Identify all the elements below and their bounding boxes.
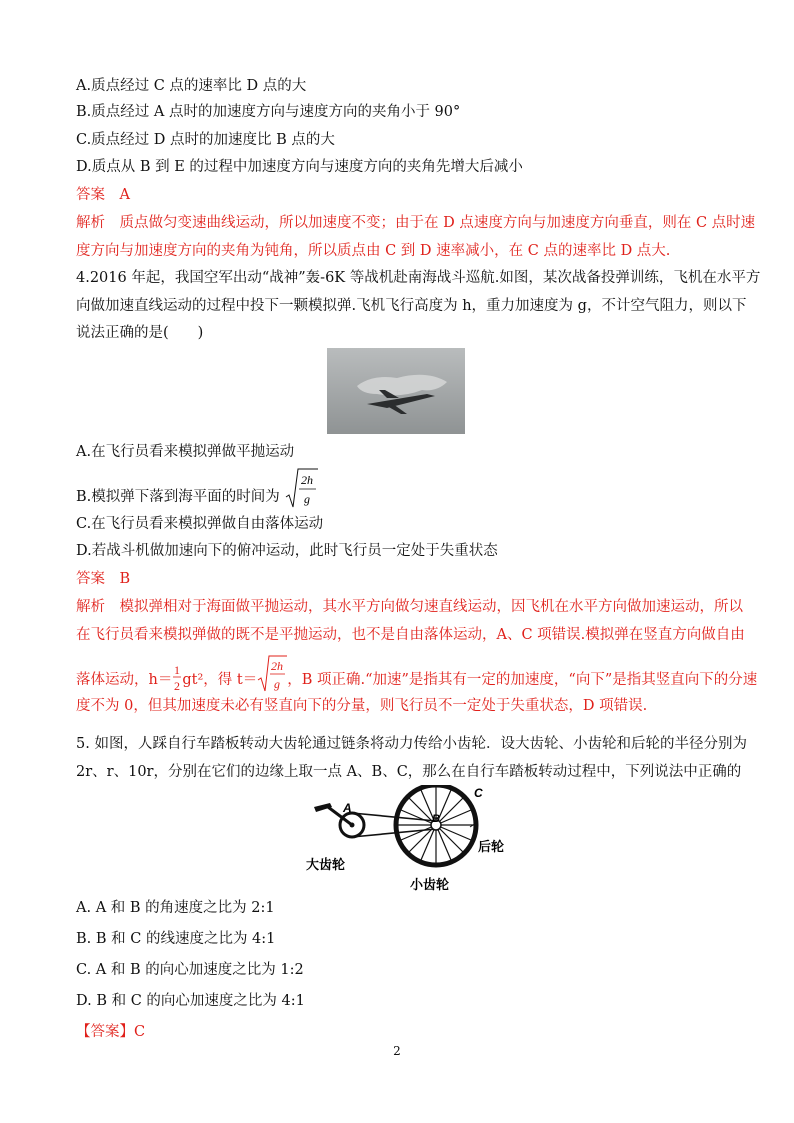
svg-text:A: A bbox=[343, 801, 352, 815]
svg-text:后轮: 后轮 bbox=[478, 839, 505, 854]
q4-expl3-part-b: gt²，得 t＝ bbox=[182, 672, 258, 688]
q4-answer: 答案 B bbox=[76, 571, 131, 587]
q5-stem-line1: 5. 如图，人踩自行车踏板转动大齿轮通过链条将动力传给小齿轮．设大齿轮、小齿轮和后轮的半径分别为 bbox=[76, 736, 747, 752]
svg-text:小齿轮: 小齿轮 bbox=[410, 877, 450, 892]
svg-text:2h: 2h bbox=[271, 659, 284, 673]
svg-text:大齿轮: 大齿轮 bbox=[306, 857, 346, 872]
svg-text:g: g bbox=[304, 492, 311, 506]
q3-option-d: D.质点从 B 到 E 的过程中加速度方向与速度方向的夹角先增大后减小 bbox=[76, 159, 523, 175]
q5-option-c: C. A 和 B 的向心加速度之比为 1:2 bbox=[76, 962, 304, 978]
bicycle-gear-diagram bbox=[306, 785, 510, 893]
svg-text:1: 1 bbox=[174, 663, 181, 677]
q4-stem-line1: 4.2016 年起，我国空军出动“战神”轰-6K 等战机赴南海战斗巡航.如图，某次战备投弹训练，飞机在水平方 bbox=[76, 270, 761, 286]
q4-explanation-line3 bbox=[76, 660, 757, 700]
sqrt-2h-over-g-expl bbox=[257, 654, 287, 694]
q5-option-a: A. A 和 B 的角速度之比为 2:1 bbox=[76, 900, 275, 916]
q4-stem-line2: 向做加速直线运动的过程中投下一颗模拟弹.飞机飞行高度为 h，重力加速度为 g，不计空气阻力，则以下 bbox=[76, 298, 747, 314]
q4-expl3-part-c: ，B 项正确.“加速”是指其有一定的加速度，“向下”是指其竖直向下的分速 bbox=[287, 672, 758, 688]
q5-stem-line2: 2r、r、10r，分别在它们的边缘上取一点 A、B、C，那么在自行车踏板转动过程中，下列说法中正确的 bbox=[76, 764, 742, 780]
q3-option-b: B.质点经过 A 点时的加速度方向与速度方向的夹角小于 90° bbox=[76, 104, 461, 120]
q4-option-a: A.在飞行员看来模拟弹做平抛运动 bbox=[76, 444, 295, 460]
q4-explanation-line1: 解析 模拟弹相对于海面做平抛运动，其水平方向做匀速直线运动，因飞机在水平方向做加速运动，所以 bbox=[76, 599, 743, 615]
sqrt-2h-over-g bbox=[284, 467, 318, 511]
q4-option-d: D.若战斗机做加速向下的俯冲运动，此时飞行员一定处于失重状态 bbox=[76, 543, 498, 559]
bomber-photo bbox=[327, 348, 465, 434]
q4-explanation-line4: 度不为 0，但其加速度未必有竖直向下的分量，则飞行员不一定处于失重状态，D 项错误. bbox=[76, 698, 648, 714]
q5-option-b: B. B 和 C 的线速度之比为 4:1 bbox=[76, 931, 276, 947]
svg-text:C: C bbox=[474, 786, 483, 800]
q4-option-b-text: B.模拟弹下落到海平面的时间为 bbox=[76, 489, 280, 505]
q3-explanation-line1: 解析 质点做匀变速曲线运动，所以加速度不变；由于在 D 点速度方向与加速度方向垂直，则在 C 点时速 bbox=[76, 215, 756, 231]
q4-expl3-part-a: 落体运动，h＝ bbox=[76, 672, 173, 688]
q3-option-a: A.质点经过 C 点的速率比 D 点的大 bbox=[76, 78, 307, 94]
q4-explanation-line2: 在飞行员看来模拟弹做的既不是平抛运动，也不是自由落体运动，A、C 项错误.模拟弹在竖直方向做自由 bbox=[76, 627, 745, 643]
q5-option-d: D. B 和 C 的向心加速度之比为 4:1 bbox=[76, 993, 305, 1009]
q3-explanation-line2: 度方向与加速度方向的夹角为钝角，所以质点由 C 到 D 速率减小，在 C 点的速率比 D 点大. bbox=[76, 243, 671, 259]
fraction-one-half bbox=[172, 662, 182, 694]
svg-text:2h: 2h bbox=[301, 473, 314, 487]
q4-stem-line3: 说法正确的是( ) bbox=[76, 325, 204, 341]
q5-answer: 【答案】C bbox=[76, 1024, 146, 1040]
svg-text:g: g bbox=[274, 677, 281, 691]
q3-answer: 答案 A bbox=[76, 187, 130, 203]
page-number: 2 bbox=[393, 1044, 401, 1058]
q4-option-c: C.在飞行员看来模拟弹做自由落体运动 bbox=[76, 516, 324, 532]
q3-option-c: C.质点经过 D 点时的加速度比 B 点的大 bbox=[76, 132, 335, 148]
q4-option-b bbox=[76, 475, 318, 519]
svg-text:2: 2 bbox=[174, 679, 181, 693]
svg-text:B: B bbox=[432, 813, 440, 825]
